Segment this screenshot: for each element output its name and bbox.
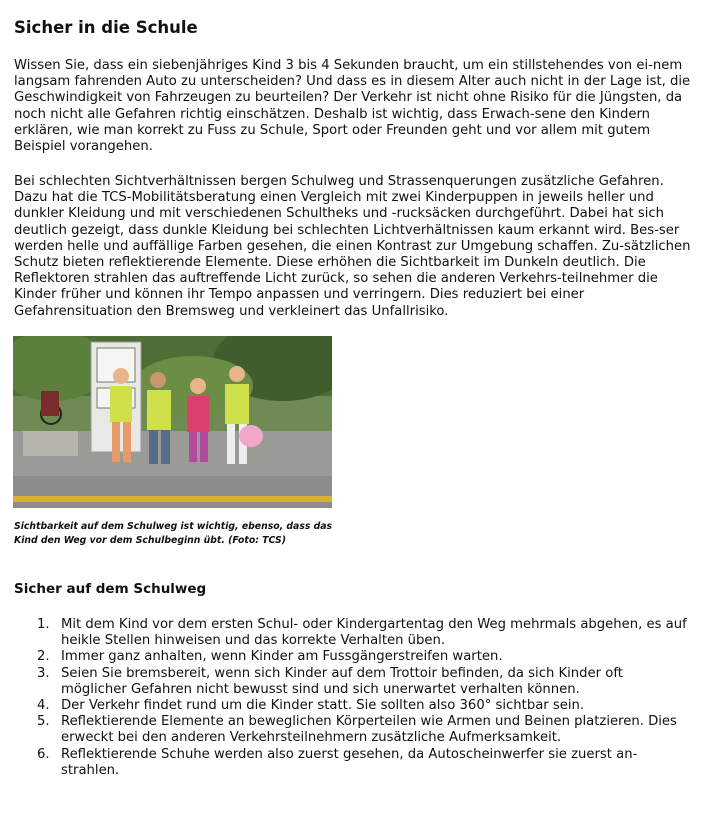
list-item — [37, 617, 687, 649]
list-item — [37, 747, 687, 779]
list-item-text: Reflektierende Elemente an beweglichen Körperteilen wie Armen und Beinen platzieren. Dies erweckt bei den anderen Verkehrsteilnehmern zusätzliche Aufmerksamkeit. — [61, 714, 677, 746]
list-item — [37, 649, 687, 665]
list-item-text: Immer ganz anhalten, wenn Kinder am Fussgängerstreifen warten. — [61, 649, 503, 665]
list-item-number: 2. — [37, 649, 50, 665]
visibility-paragraph: Bei schlechten Sichtverhältnissen bergen Schulweg und Strassenquerungen zusätzliche Gefahren. Dazu hat die TCS-Mobilitätsberatung einen Vergleich mit zwei Kinderpuppen in jeweils heller und dunkler Kleidung und mit verschiedenen Schultheks und -rucksäcken durchgeführt. Dabei hat sich deutlich gezeigt, dass dunkle Kleidung bei schlechten Lichtverhältnissen kaum erkannt wird. Bes-ser werden helle und auffällige Farben gesehen, die einen Kontrast zur Umgebung schaffen. Zu-sätzlichen Schutz bieten reflektierende Elemente. Diese erhöhen die Sichtbarkeit im Dunkeln deutlich. Die Reflektoren strahlen das auftreffende Licht zurück, so sehen die anderen Verkehrs-teilnehmer die Kinder früher und können ihr Tempo anpassen und verringern. Dies reduziert bei einer Gefahrensituation den Bremsweg und verkleinert das Unfallrisiko. — [14, 174, 691, 319]
children-photo-illustration — [13, 336, 332, 508]
list-item-text: Mit dem Kind vor dem ersten Schul- oder Kindergartentag den Weg mehrmals abgehen, es auf heikle Stellen hinweisen und das korrekte Verhalten üben. — [61, 617, 687, 649]
list-item-number: 6. — [37, 746, 50, 762]
intro-paragraph: Wissen Sie, dass ein siebenjähriges Kind 3 bis 4 Sekunden braucht, um ein stillstehendes von ei-nem langsam fahrenden Auto zu unterscheiden? Und dass es in diesem Alter auch nicht in der Lage ist, die Geschwindigkeit von Fahrzeugen zu beurteilen? Der Verkehr ist nicht ohne Risiko für die Jüngsten, da noch nicht alle Gefahren richtig einschätzen. Deshalb ist wichtig, dass Erwach-sene den Kindern erklären, wie man korrekt zu Fuss zu Schule, Sport oder Freunden geht und vor allem mit gutem Beispiel vorangehen. — [14, 58, 691, 155]
photo-caption: Sichtbarkeit auf dem Schulweg ist wichtig, ebenso, dass das Kind den Weg vor dem Schulbeginn übt. (Foto: TCS) — [14, 521, 333, 546]
page-title: Sicher in die Schule — [14, 18, 198, 37]
list-item — [37, 698, 687, 714]
list-item-text: Seien Sie bremsbereit, wenn sich Kinder auf dem Trottoir befinden, da sich Kinder oft möglicher Gefahren nicht bewusst sind und sich unerwartet verhalten können. — [61, 665, 623, 697]
tips-list — [37, 617, 687, 779]
list-item-number: 3. — [37, 665, 50, 681]
list-item-text: Reflektierende Schuhe werden also zuerst gesehen, da Autoscheinwerfer sie zuerst an-strahlen. — [61, 746, 638, 778]
list-item-number: 4. — [37, 698, 50, 714]
list-item-number: 5. — [37, 714, 50, 730]
list-item — [37, 714, 687, 746]
children-photo — [13, 336, 332, 508]
list-item-number: 1. — [37, 617, 50, 632]
list-item-text: Der Verkehr findet rund um die Kinder statt. Sie sollten also 360° sichtbar sein. — [61, 698, 585, 714]
list-item — [37, 666, 687, 698]
section-heading: Sicher auf dem Schulweg — [14, 581, 207, 597]
